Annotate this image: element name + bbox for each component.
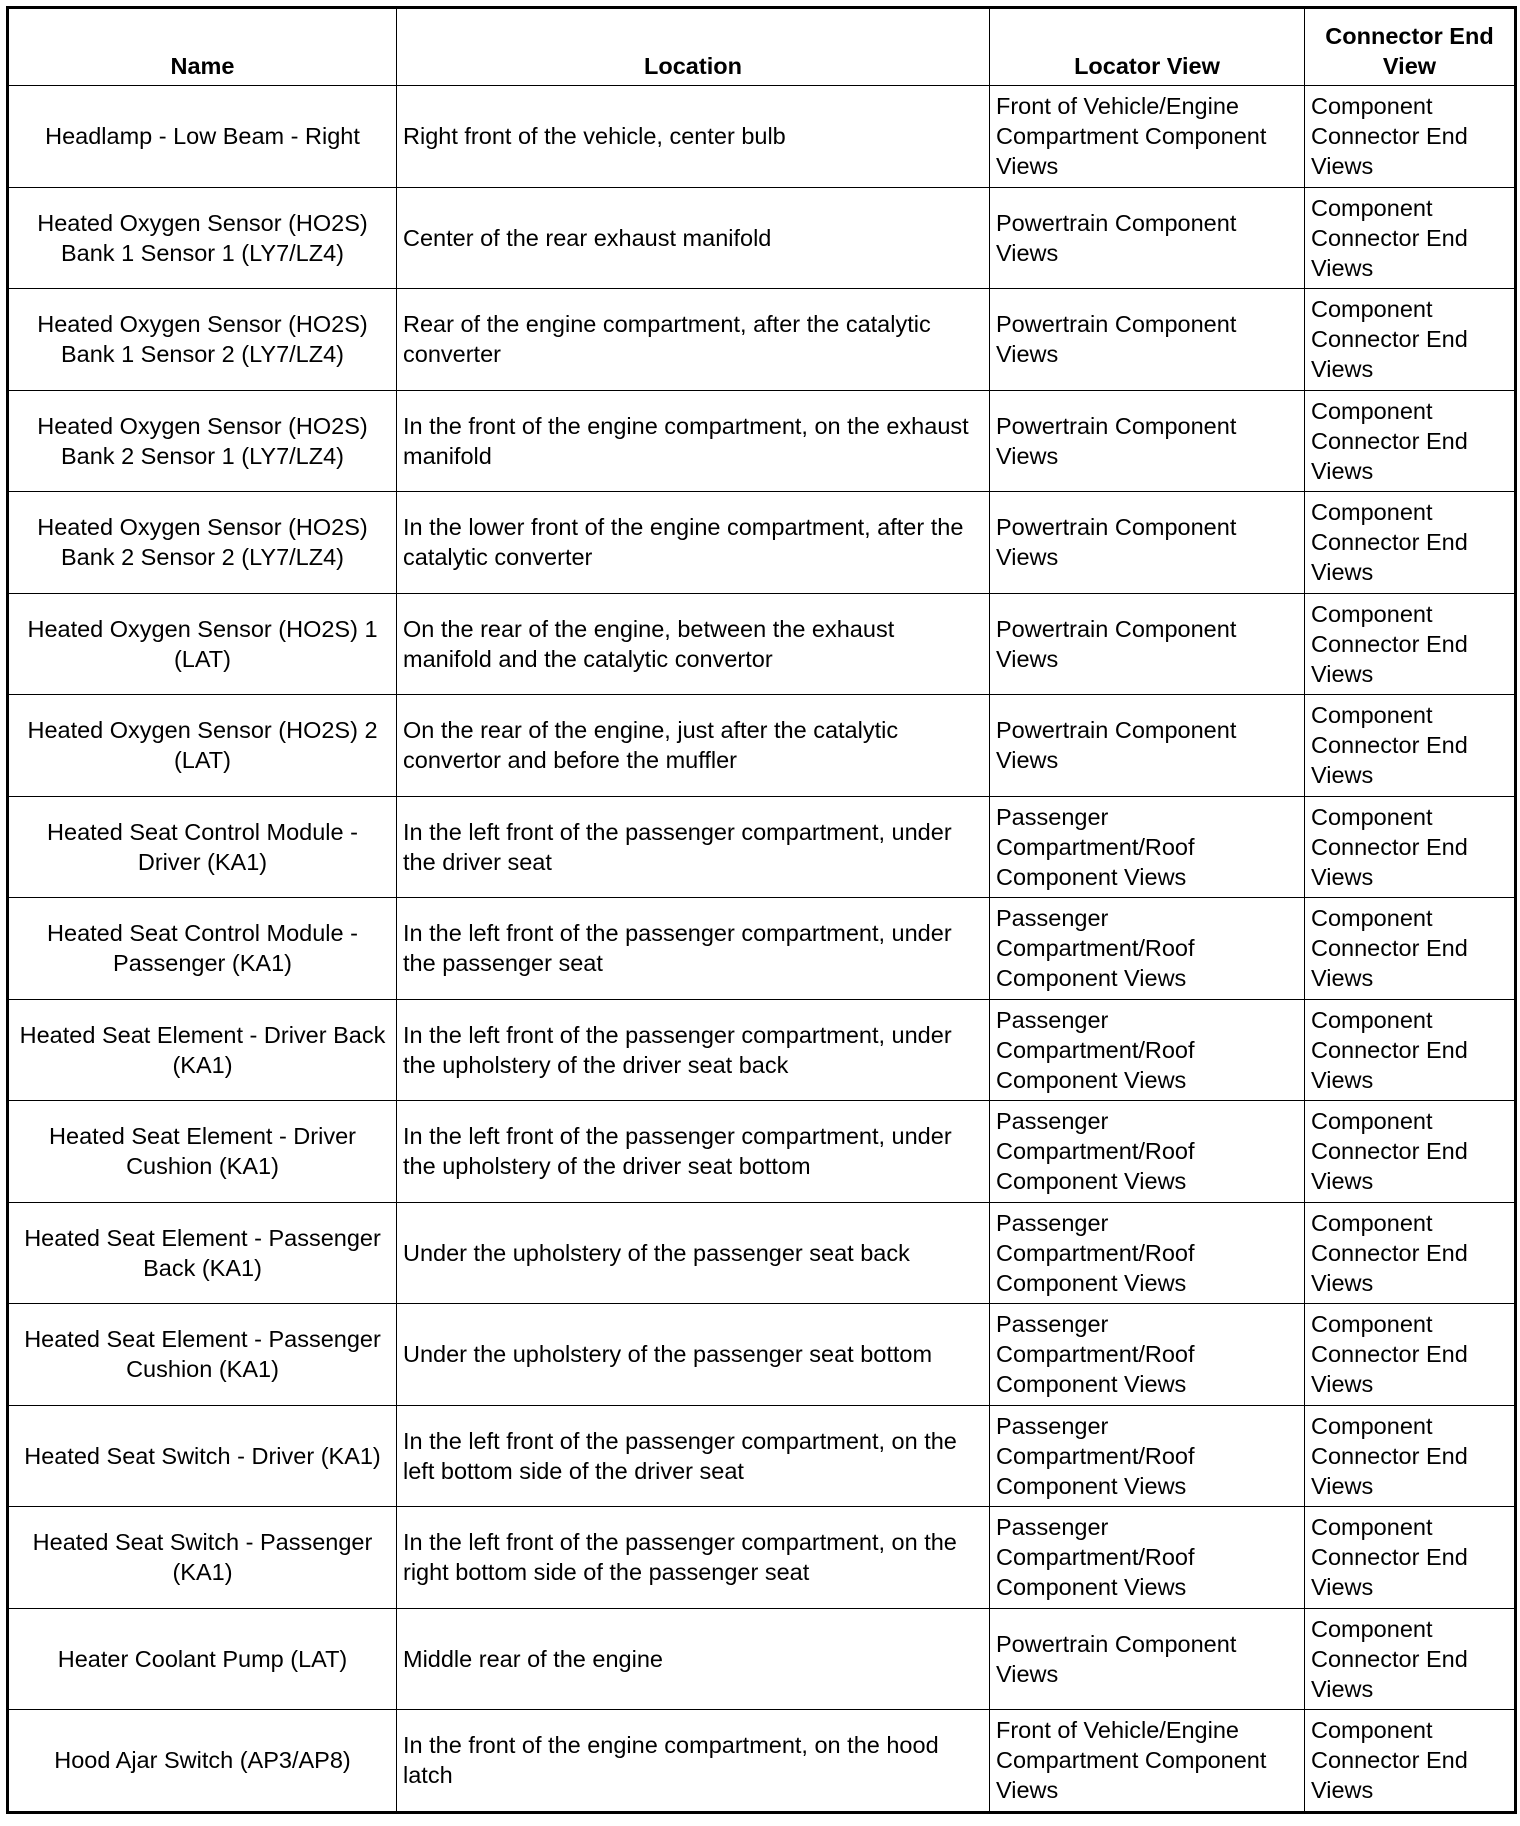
name-cell: Heated Seat Element - Driver Back (KA1) — [8, 999, 397, 1101]
header-row — [8, 8, 1516, 86]
table-row — [8, 1202, 1516, 1304]
locator-view-cell: Powertrain Component Views — [990, 1608, 1305, 1710]
connector-end-view-cell: Component Connector End Views — [1305, 796, 1516, 898]
table-row — [8, 289, 1516, 391]
locator-view-cell: Passenger Compartment/Roof Component Views — [990, 898, 1305, 1000]
locator-view-cell: Passenger Compartment/Roof Component Views — [990, 999, 1305, 1101]
table-row — [8, 1101, 1516, 1203]
locator-view-cell: Powertrain Component Views — [990, 289, 1305, 391]
locator-view-cell: Powertrain Component Views — [990, 492, 1305, 594]
name-cell: Hood Ajar Switch (AP3/AP8) — [8, 1710, 397, 1813]
connector-end-view-cell: Component Connector End Views — [1305, 289, 1516, 391]
name-cell: Headlamp - Low Beam - Right — [8, 86, 397, 188]
connector-end-view-cell: Component Connector End Views — [1305, 1202, 1516, 1304]
table-row — [8, 1710, 1516, 1813]
connector-end-view-cell: Component Connector End Views — [1305, 187, 1516, 289]
table-row — [8, 593, 1516, 695]
header-connector-end-view: Connector End View — [1305, 8, 1516, 86]
connector-end-view-cell: Component Connector End Views — [1305, 86, 1516, 188]
name-cell: Heated Seat Switch - Driver (KA1) — [8, 1405, 397, 1507]
location-cell: In the left front of the passenger compartment, under the upholstery of the driver seat back — [397, 999, 990, 1101]
connector-end-view-cell: Component Connector End Views — [1305, 999, 1516, 1101]
location-cell: In the left front of the passenger compartment, on the right bottom side of the passenger seat — [397, 1507, 990, 1609]
location-cell: Right front of the vehicle, center bulb — [397, 86, 990, 188]
location-cell: Rear of the engine compartment, after the catalytic converter — [397, 289, 990, 391]
name-cell: Heated Oxygen Sensor (HO2S) Bank 2 Sensor 2 (LY7/LZ4) — [8, 492, 397, 594]
name-cell: Heated Seat Element - Passenger Back (KA1) — [8, 1202, 397, 1304]
location-cell: Middle rear of the engine — [397, 1608, 990, 1710]
name-cell: Heated Oxygen Sensor (HO2S) Bank 1 Sensor 1 (LY7/LZ4) — [8, 187, 397, 289]
table-row — [8, 796, 1516, 898]
locator-view-cell: Passenger Compartment/Roof Component Views — [990, 1304, 1305, 1406]
header-location: Location — [397, 8, 990, 86]
connector-end-view-cell: Component Connector End Views — [1305, 1507, 1516, 1609]
name-cell: Heated Seat Element - Passenger Cushion (KA1) — [8, 1304, 397, 1406]
component-locator-table — [6, 6, 1517, 1814]
name-cell: Heated Seat Element - Driver Cushion (KA1) — [8, 1101, 397, 1203]
table-row — [8, 492, 1516, 594]
table-row — [8, 1608, 1516, 1710]
name-cell: Heated Oxygen Sensor (HO2S) Bank 1 Sensor 2 (LY7/LZ4) — [8, 289, 397, 391]
locator-view-cell: Powertrain Component Views — [990, 695, 1305, 797]
name-cell: Heated Oxygen Sensor (HO2S) 1 (LAT) — [8, 593, 397, 695]
location-cell: In the lower front of the engine compartment, after the catalytic converter — [397, 492, 990, 594]
locator-view-cell: Passenger Compartment/Roof Component Views — [990, 1405, 1305, 1507]
locator-view-cell: Passenger Compartment/Roof Component Views — [990, 1202, 1305, 1304]
table-row — [8, 898, 1516, 1000]
connector-end-view-cell: Component Connector End Views — [1305, 898, 1516, 1000]
locator-view-cell: Front of Vehicle/Engine Compartment Component Views — [990, 86, 1305, 188]
locator-view-cell: Passenger Compartment/Roof Component Views — [990, 1507, 1305, 1609]
connector-end-view-cell: Component Connector End Views — [1305, 1405, 1516, 1507]
connector-end-view-cell: Component Connector End Views — [1305, 1101, 1516, 1203]
locator-view-cell: Powertrain Component Views — [990, 187, 1305, 289]
name-cell: Heated Seat Switch - Passenger (KA1) — [8, 1507, 397, 1609]
table-row — [8, 390, 1516, 492]
location-cell: In the front of the engine compartment, on the exhaust manifold — [397, 390, 990, 492]
location-cell: On the rear of the engine, between the exhaust manifold and the catalytic convertor — [397, 593, 990, 695]
header-locator-view: Locator View — [990, 8, 1305, 86]
connector-end-view-cell: Component Connector End Views — [1305, 695, 1516, 797]
table-row — [8, 695, 1516, 797]
location-cell: Center of the rear exhaust manifold — [397, 187, 990, 289]
name-cell: Heated Oxygen Sensor (HO2S) 2 (LAT) — [8, 695, 397, 797]
connector-end-view-cell: Component Connector End Views — [1305, 1608, 1516, 1710]
connector-end-view-cell: Component Connector End Views — [1305, 1710, 1516, 1813]
name-cell: Heater Coolant Pump (LAT) — [8, 1608, 397, 1710]
table-row — [8, 187, 1516, 289]
locator-view-cell: Passenger Compartment/Roof Component Views — [990, 1101, 1305, 1203]
locator-view-cell: Powertrain Component Views — [990, 390, 1305, 492]
locator-view-cell: Powertrain Component Views — [990, 593, 1305, 695]
location-cell: In the left front of the passenger compartment, under the upholstery of the driver seat bottom — [397, 1101, 990, 1203]
table-row — [8, 1507, 1516, 1609]
connector-end-view-cell: Component Connector End Views — [1305, 390, 1516, 492]
table-row — [8, 1304, 1516, 1406]
location-cell: On the rear of the engine, just after the catalytic convertor and before the muffler — [397, 695, 990, 797]
name-cell: Heated Seat Control Module - Driver (KA1) — [8, 796, 397, 898]
connector-end-view-cell: Component Connector End Views — [1305, 593, 1516, 695]
name-cell: Heated Oxygen Sensor (HO2S) Bank 2 Sensor 1 (LY7/LZ4) — [8, 390, 397, 492]
location-cell: In the front of the engine compartment, on the hood latch — [397, 1710, 990, 1813]
name-cell: Heated Seat Control Module - Passenger (KA1) — [8, 898, 397, 1000]
table-row — [8, 86, 1516, 188]
location-cell: In the left front of the passenger compartment, under the passenger seat — [397, 898, 990, 1000]
header-name: Name — [8, 8, 397, 86]
table-row — [8, 1405, 1516, 1507]
connector-end-view-cell: Component Connector End Views — [1305, 492, 1516, 594]
locator-view-cell: Passenger Compartment/Roof Component Views — [990, 796, 1305, 898]
locator-view-cell: Front of Vehicle/Engine Compartment Component Views — [990, 1710, 1305, 1813]
table-row — [8, 999, 1516, 1101]
connector-end-view-cell: Component Connector End Views — [1305, 1304, 1516, 1406]
location-cell: In the left front of the passenger compartment, on the left bottom side of the driver seat — [397, 1405, 990, 1507]
location-cell: In the left front of the passenger compartment, under the driver seat — [397, 796, 990, 898]
location-cell: Under the upholstery of the passenger seat bottom — [397, 1304, 990, 1406]
location-cell: Under the upholstery of the passenger seat back — [397, 1202, 990, 1304]
